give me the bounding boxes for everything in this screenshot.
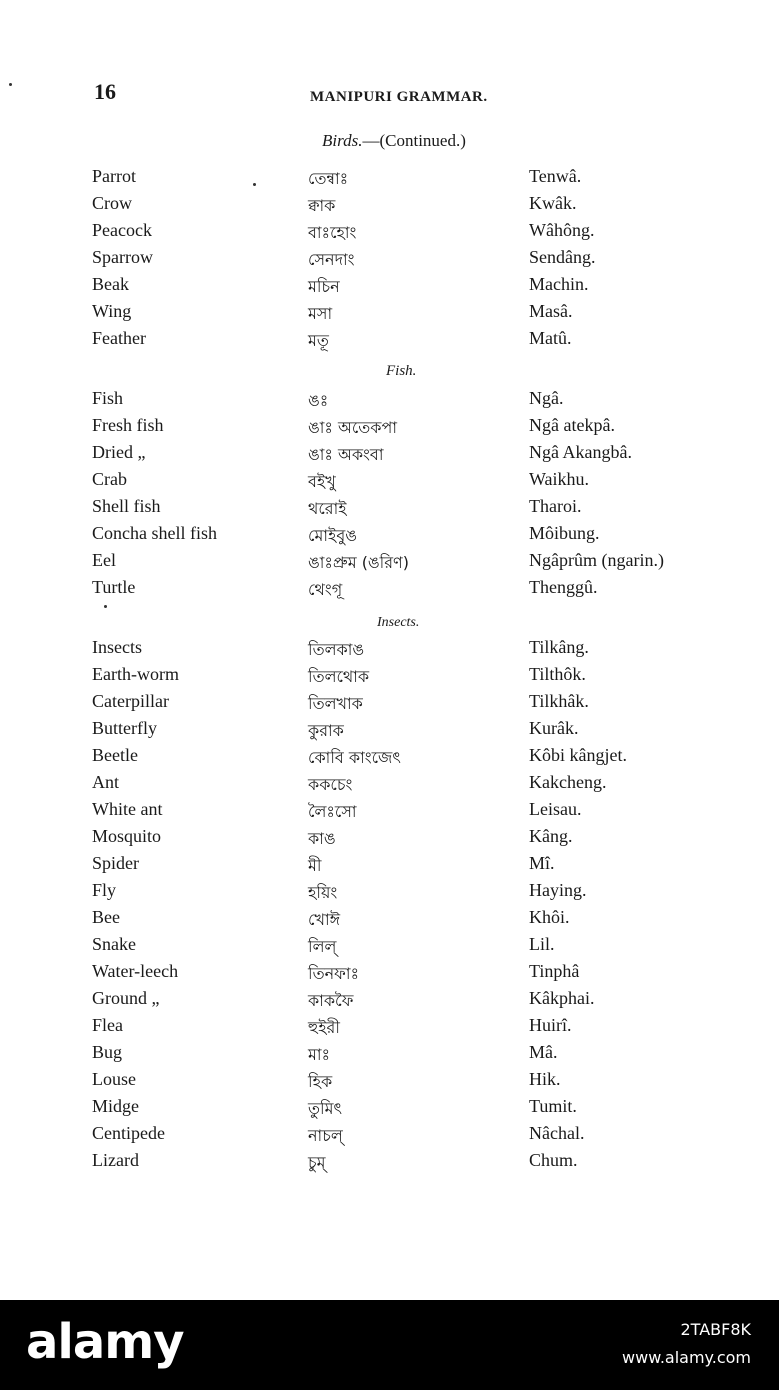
- transliteration: Kâkphai.: [529, 988, 595, 1008]
- transliteration: Nâchal.: [529, 1123, 585, 1143]
- bengali-script-term: ঙঃ: [308, 391, 329, 410]
- english-term: Turtle: [92, 577, 136, 597]
- vocab-row: [0, 691, 779, 717]
- bengali-script-term: নাচল্: [308, 1126, 343, 1145]
- english-term: Shell fish: [92, 496, 161, 516]
- bengali-script-term: মোইবুঙ: [308, 526, 357, 545]
- section-heading-insects: [377, 615, 419, 631]
- english-term: Ground „: [92, 988, 160, 1008]
- transliteration: Thenggû.: [529, 577, 598, 597]
- transliteration: Machin.: [529, 274, 589, 294]
- bengali-script-term: হিক: [308, 1072, 333, 1091]
- vocab-row: [0, 166, 779, 192]
- print-speck: [253, 183, 256, 186]
- transliteration: Wâhông.: [529, 220, 595, 240]
- english-term: Concha shell fish: [92, 523, 217, 543]
- bengali-script-term: বাঃহোং: [308, 223, 357, 242]
- bengali-script-term: কাঙ: [308, 829, 336, 848]
- english-term: Wing: [92, 301, 132, 321]
- section-subtitle: —(Continued.): [362, 131, 466, 150]
- print-speck: [104, 605, 107, 608]
- bengali-script-term: তিলকাঙ: [308, 640, 365, 659]
- vocab-row: [0, 799, 779, 825]
- vocab-row: [0, 415, 779, 441]
- section-title: Birds.: [322, 131, 363, 150]
- transliteration: Leisau.: [529, 799, 582, 819]
- section-title: Fish.: [386, 363, 417, 379]
- vocab-row: [0, 934, 779, 960]
- vocab-row: [0, 907, 779, 933]
- bengali-script-term: কোবি কাংজেৎ: [308, 748, 401, 767]
- english-term: Sparrow: [92, 247, 153, 267]
- vocab-row: [0, 274, 779, 300]
- running-head: MANIPURI GRAMMAR.: [310, 89, 488, 105]
- bengali-script-term: তিনফাঃ: [308, 964, 359, 983]
- watermark-image-code: 2TABF8K: [680, 1320, 751, 1339]
- transliteration: Kôbi kângjet.: [529, 745, 627, 765]
- vocab-row: [0, 550, 779, 576]
- vocab-row: [0, 388, 779, 414]
- english-term: Centipede: [92, 1123, 165, 1143]
- vocab-row: [0, 328, 779, 354]
- transliteration: Huirî.: [529, 1015, 572, 1035]
- vocab-row: [0, 577, 779, 603]
- page-number: 16: [94, 79, 116, 104]
- bengali-script-term: হয়িং: [308, 883, 338, 902]
- english-term: Flea: [92, 1015, 123, 1035]
- bengali-script-term: লিল্: [308, 937, 337, 956]
- transliteration: Khôi.: [529, 907, 570, 927]
- vocab-row: [0, 664, 779, 690]
- transliteration: Tilthôk.: [529, 664, 586, 684]
- vocab-row: [0, 1042, 779, 1068]
- english-term: Caterpillar: [92, 691, 169, 711]
- transliteration: Haying.: [529, 880, 587, 900]
- vocab-row: [0, 496, 779, 522]
- english-term: White ant: [92, 799, 163, 819]
- bengali-script-term: মসা: [308, 304, 333, 323]
- watermark-logo: alamy: [26, 1314, 184, 1370]
- bengali-script-term: সেনদাং: [308, 250, 355, 269]
- bengali-script-term: ককচেং: [308, 775, 353, 794]
- bengali-script-term: থেংগূ: [308, 580, 343, 599]
- english-term: Midge: [92, 1096, 139, 1116]
- bengali-script-term: থরোই: [308, 499, 347, 518]
- english-term: Insects: [92, 637, 142, 657]
- transliteration: Mâ.: [529, 1042, 558, 1062]
- english-term: Earth-worm: [92, 664, 179, 684]
- english-term: Fish: [92, 388, 124, 408]
- print-speck: [9, 83, 12, 86]
- english-term: Beetle: [92, 745, 138, 765]
- english-term: Lizard: [92, 1150, 139, 1170]
- vocab-row: [0, 853, 779, 879]
- transliteration: Tharoi.: [529, 496, 582, 516]
- vocab-row: [0, 220, 779, 246]
- bengali-script-term: চুম্: [308, 1153, 326, 1172]
- vocab-row: [0, 442, 779, 468]
- bengali-script-term: ঙাঃ অতেকপা: [308, 418, 397, 437]
- vocab-row: [0, 523, 779, 549]
- vocab-row: [0, 1123, 779, 1149]
- bengali-script-term: তুমিৎ: [308, 1099, 343, 1118]
- english-term: Louse: [92, 1069, 136, 1089]
- bengali-script-term: লৈঃসো: [308, 802, 357, 821]
- english-term: Peacock: [92, 220, 152, 240]
- english-term: Beak: [92, 274, 129, 294]
- bengali-script-term: মাঃ: [308, 1045, 331, 1064]
- bengali-script-term: কাকফৈ: [308, 991, 354, 1010]
- english-term: Fly: [92, 880, 117, 900]
- transliteration: Masâ.: [529, 301, 573, 321]
- english-term: Spider: [92, 853, 139, 873]
- transliteration: Ngâ Akangbâ.: [529, 442, 632, 462]
- english-term: Eel: [92, 550, 116, 570]
- vocab-row: [0, 301, 779, 327]
- english-term: Butterfly: [92, 718, 157, 738]
- vocab-row: [0, 826, 779, 852]
- bengali-script-term: মচিন: [308, 277, 340, 296]
- bengali-script-term: ক্বাক: [308, 196, 336, 215]
- section-title: Insects.: [377, 615, 420, 630]
- vocab-row: [0, 1069, 779, 1095]
- transliteration: Hik.: [529, 1069, 561, 1089]
- vocab-row: [0, 247, 779, 273]
- english-term: Crab: [92, 469, 127, 489]
- transliteration: Mî.: [529, 853, 555, 873]
- bengali-script-term: খোঈ: [308, 910, 341, 929]
- watermark-url: www.alamy.com: [622, 1348, 751, 1367]
- transliteration: Tumit.: [529, 1096, 577, 1116]
- transliteration: Ngâ atekpâ.: [529, 415, 615, 435]
- transliteration: Lil.: [529, 934, 555, 954]
- bengali-script-term: মতূ: [308, 331, 329, 350]
- english-term: Bee: [92, 907, 120, 927]
- vocab-row: [0, 718, 779, 744]
- vocab-row: [0, 1015, 779, 1041]
- bengali-script-term: কুরাক: [308, 721, 344, 740]
- english-term: Feather: [92, 328, 146, 348]
- bengali-script-term: মী: [308, 856, 322, 875]
- bengali-script-term: বইখু: [308, 472, 336, 491]
- transliteration: Ngâprûm (ngarin.): [529, 550, 664, 570]
- english-term: Snake: [92, 934, 136, 954]
- transliteration: Kurâk.: [529, 718, 579, 738]
- transliteration: Matû.: [529, 328, 572, 348]
- section-heading-fish: [386, 363, 416, 380]
- section-heading-birds: [322, 131, 466, 151]
- vocab-row: [0, 880, 779, 906]
- transliteration: Sendâng.: [529, 247, 596, 267]
- transliteration: Tinphâ: [529, 961, 580, 981]
- english-term: Water-leech: [92, 961, 179, 981]
- english-term: Parrot: [92, 166, 136, 186]
- transliteration: Tilkâng.: [529, 637, 589, 657]
- vocab-row: [0, 1096, 779, 1122]
- transliteration: Tenwâ.: [529, 166, 582, 186]
- english-term: Bug: [92, 1042, 123, 1062]
- bengali-script-term: ঙাঃ অকংবা: [308, 445, 384, 464]
- vocab-row: [0, 961, 779, 987]
- vocab-row: [0, 469, 779, 495]
- english-term: Ant: [92, 772, 119, 792]
- vocab-row: [0, 988, 779, 1014]
- bengali-script-term: হুইরী: [308, 1018, 340, 1037]
- vocab-row: [0, 772, 779, 798]
- english-term: Mosquito: [92, 826, 162, 846]
- bengali-script-term: তিলখাক: [308, 694, 363, 713]
- transliteration: Waikhu.: [529, 469, 590, 489]
- vocab-row: [0, 745, 779, 771]
- english-term: Crow: [92, 193, 132, 213]
- transliteration: Môibung.: [529, 523, 600, 543]
- vocab-row: [0, 637, 779, 663]
- transliteration: Kakcheng.: [529, 772, 607, 792]
- transliteration: Tilkhâk.: [529, 691, 589, 711]
- transliteration: Chum.: [529, 1150, 578, 1170]
- bengali-script-term: তিলথোক: [308, 667, 370, 686]
- vocab-row: [0, 1150, 779, 1176]
- watermark-banner: [0, 1300, 779, 1390]
- english-term: Fresh fish: [92, 415, 164, 435]
- transliteration: Kwâk.: [529, 193, 577, 213]
- english-term: Dried „: [92, 442, 146, 462]
- bengali-script-term: ঙাঃপ্রুম (ঙরিণ): [308, 553, 409, 572]
- transliteration: Kâng.: [529, 826, 573, 846]
- vocab-row: [0, 193, 779, 219]
- bengali-script-term: তেন্বাঃ: [308, 169, 349, 188]
- transliteration: Ngâ.: [529, 388, 564, 408]
